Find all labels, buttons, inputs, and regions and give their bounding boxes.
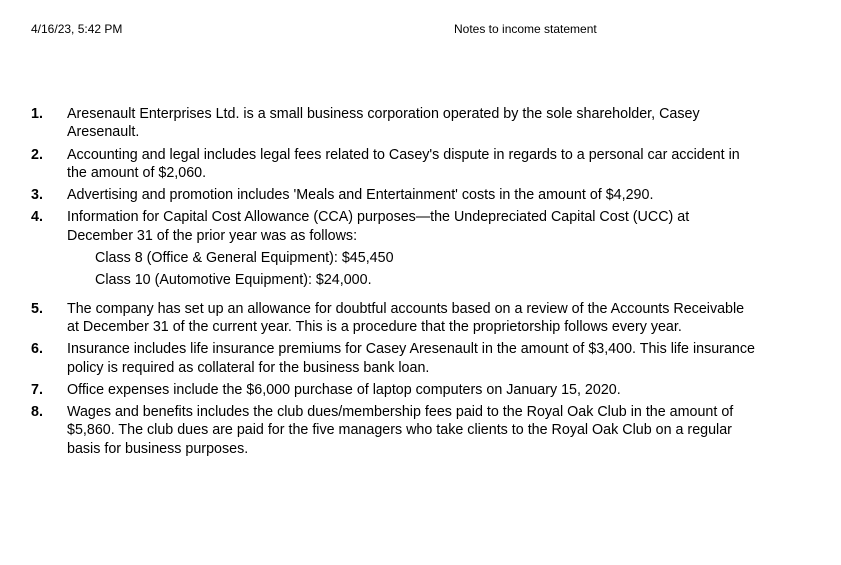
note-text: The company has set up an allowance for doubtful accounts based on a review of the Accounts Receivable at December 31 of the current year. This is a procedure that the proprietorship follows every year. bbox=[67, 300, 745, 335]
print-datetime: 4/16/23, 5:42 PM bbox=[31, 22, 123, 36]
note-text: Information for Capital Cost Allowance (CCA) purposes—the Undepreciated Capital Cost (UCC) at December 31 of the prior year was as follows: bbox=[67, 209, 690, 244]
note-text: Office expenses include the $6,000 purchase of laptop computers on January 15, 2020. bbox=[67, 381, 621, 398]
note-number: 1. bbox=[31, 106, 43, 122]
note-number: 4. bbox=[31, 209, 43, 226]
note-item-1 bbox=[31, 105, 791, 142]
note-item-2 bbox=[31, 146, 791, 183]
note-item-4 bbox=[31, 208, 791, 289]
note-text: Insurance includes life insurance premiums for Casey Aresenault in the amount of $3,400. This life insurance policy is required as collateral for the business bank loan. bbox=[67, 341, 755, 376]
note-item-3 bbox=[31, 186, 791, 204]
note-item-5 bbox=[31, 300, 791, 337]
note-number: 6. bbox=[31, 341, 43, 358]
note-text: Aresenault Enterprises Ltd. is a small business corporation operated by the sole shareholder, Casey Aresenault. bbox=[67, 106, 700, 141]
cca-class-10-line: Class 10 (Automotive Equipment): $24,000. bbox=[95, 272, 372, 289]
page-title: Notes to income statement bbox=[454, 22, 597, 36]
notes-list bbox=[31, 105, 791, 462]
note-number: 5. bbox=[31, 300, 43, 317]
note-number: 7. bbox=[31, 381, 43, 398]
cca-class-8-line: Class 8 (Office & General Equipment): $45,450 bbox=[95, 250, 394, 267]
note-number: 3. bbox=[31, 187, 43, 204]
note-body bbox=[67, 208, 757, 289]
note-text: Wages and benefits includes the club dues/membership fees paid to the Royal Oak Club in the amount of $5,860. The club dues are paid for the five managers who take clients to the Royal Oak Club on a regular basis for business purposes. bbox=[67, 404, 734, 457]
note-number: 2. bbox=[31, 146, 43, 163]
note-text: Accounting and legal includes legal fees related to Casey's dispute in regards to a personal car accident in the amount of $2,060. bbox=[67, 146, 740, 181]
note-item-6 bbox=[31, 340, 791, 377]
note-number: 8. bbox=[31, 404, 43, 421]
note-item-8 bbox=[31, 403, 791, 458]
note-item-7 bbox=[31, 381, 791, 399]
note-text: Advertising and promotion includes 'Meals and Entertainment' costs in the amount of $4,290. bbox=[67, 187, 654, 204]
